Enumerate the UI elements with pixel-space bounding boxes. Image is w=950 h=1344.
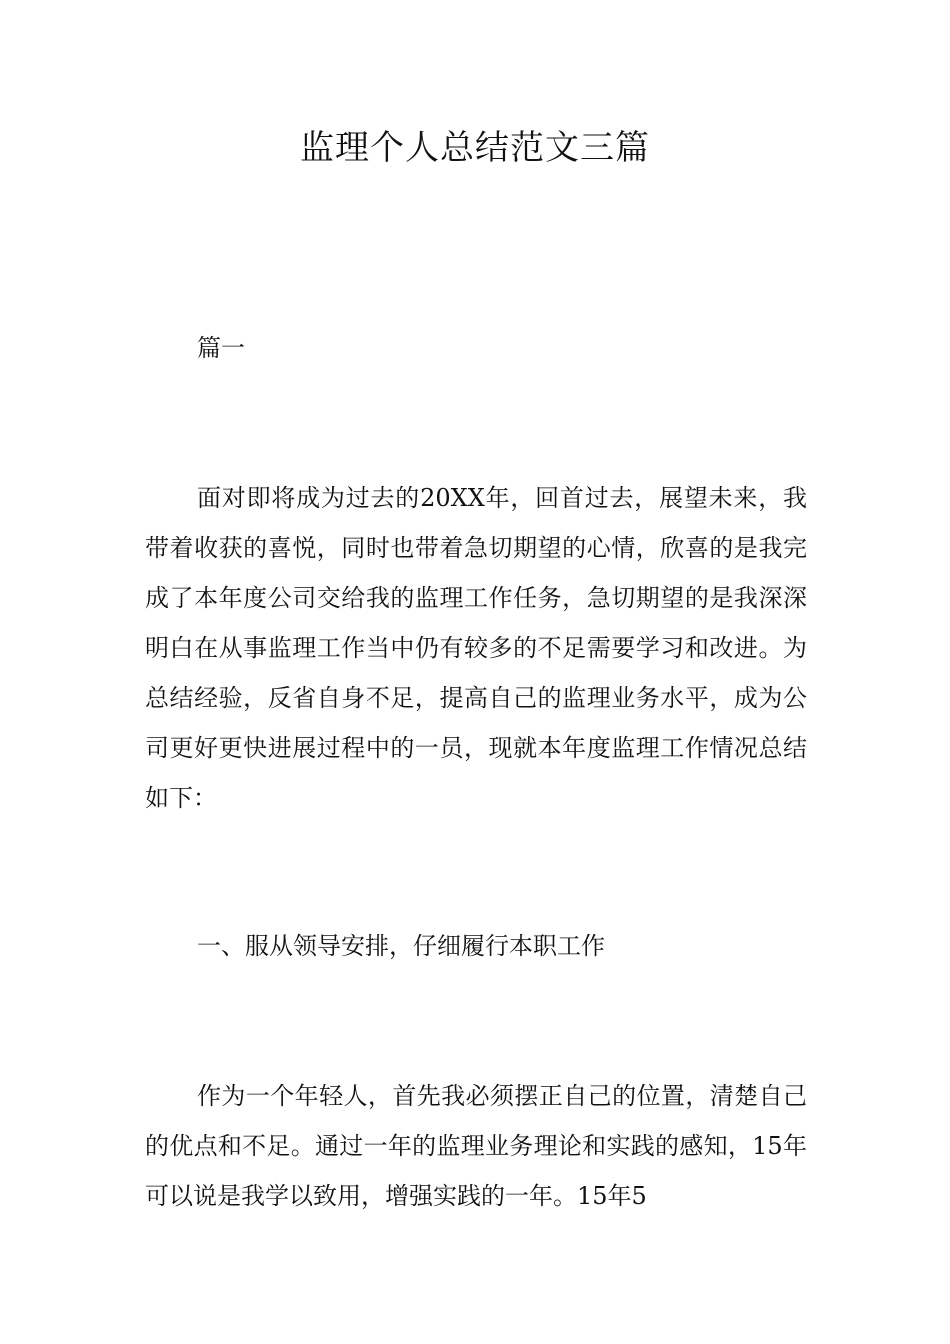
document-title: 监理个人总结范文三篇 [300, 128, 650, 168]
section-heading: 一、服从领导安排，仔细履行本职工作 [197, 932, 605, 960]
paragraph-intro: 面对即将成为过去的20XX年，回首过去，展望未来，我带着收获的喜悦，同时也带着急切期望的心情，欣喜的是我完成了本年度公司交给我的监理工作任务，急切期望的是我深深明白在从事监理工作当中仍有较多的不足需要学习和改进。为总结经验，反省自身不足，提高自己的监理业务水平，成为公司更好更快进展过程中的一员，现就本年度监理工作情况总结如下： [145, 484, 807, 812]
section-label: 篇一 [197, 334, 245, 362]
paragraph-body: 作为一个年轻人，首先我必须摆正自己的位置，清楚自己的优点和不足。通过一年的监理业务理论和实践的感知，15年可以说是我学以致用，增强实践的一年。15年5 [145, 1082, 807, 1210]
